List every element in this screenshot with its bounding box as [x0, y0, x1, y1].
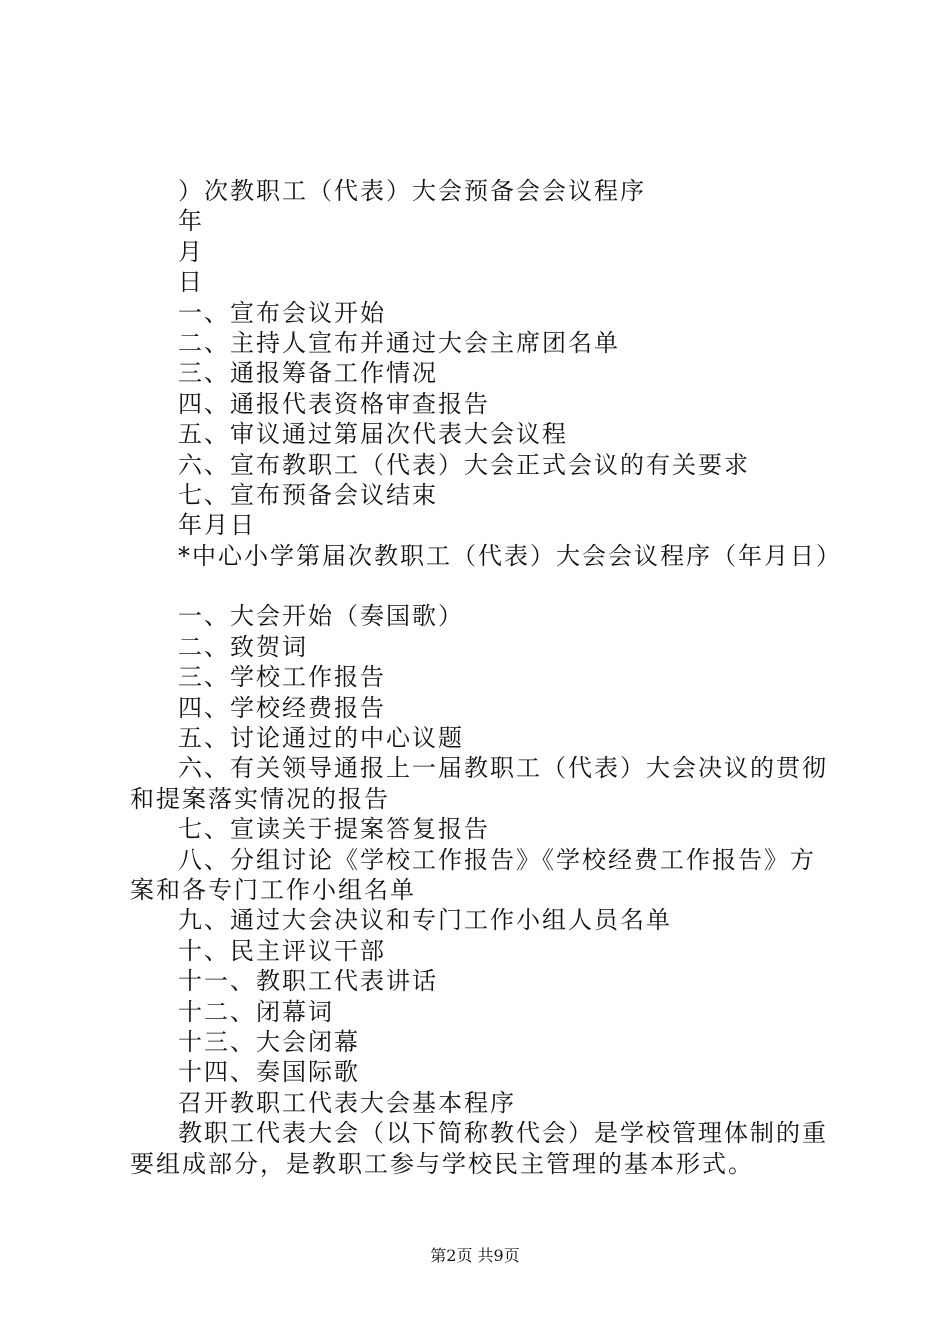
heading-congress-program: *中心小学第届次教职工（代表）大会会议程序（年月日）	[178, 541, 842, 570]
list-item: 六、宣布教职工（代表）大会正式会议的有关要求	[178, 450, 750, 479]
document-body	[130, 176, 842, 1179]
list-item: 八、分组讨论《学校工作报告》《学校经费工作报告》方案和各专门工作小组名单	[130, 845, 816, 904]
list-item: 十二、闭幕词	[178, 997, 334, 1026]
list-item: 十一、教职工代表讲话	[178, 967, 438, 996]
date-line: 年月日	[178, 511, 256, 540]
list-item: 十三、大会闭幕	[178, 1027, 360, 1056]
list-item: 十四、奏国际歌	[178, 1058, 360, 1087]
list-item: 四、通报代表资格审查报告	[178, 389, 490, 418]
section-heading: 召开教职工代表大会基本程序	[178, 1088, 516, 1117]
list-item: 四、学校经费报告	[178, 693, 386, 722]
list-item: 六、有关领导通报上一届教职工（代表）大会决议的贯彻和提案落实情况的报告	[130, 754, 828, 813]
date-month: 月	[178, 237, 204, 266]
list-item: 五、审议通过第届次代表大会议程	[178, 420, 568, 449]
list-item: 一、大会开始（奏国歌）	[178, 602, 464, 631]
list-item: 五、讨论通过的中心议题	[178, 723, 464, 752]
list-item: 三、学校工作报告	[178, 663, 386, 692]
list-item: 二、主持人宣布并通过大会主席团名单	[178, 329, 620, 358]
list-item: 一、宣布会议开始	[178, 298, 386, 327]
body-paragraph: 教职工代表大会（以下简称教代会）是学校管理体制的重要组成部分，是教职工参与学校民主管理的基本形式。	[130, 1119, 828, 1178]
list-item: 三、通报筹备工作情况	[178, 359, 438, 388]
date-year: 年	[178, 207, 204, 236]
heading-preparatory-meeting: ）次教职工（代表）大会预备会会议程序	[178, 177, 646, 205]
list-item: 七、宣读关于提案答复报告	[178, 815, 490, 844]
date-day: 日	[178, 268, 204, 297]
list-item: 二、致贺词	[178, 632, 308, 661]
list-item: 七、宣布预备会议结束	[178, 481, 438, 510]
blank-line	[130, 571, 830, 601]
page-footer: 第2页 共9页	[430, 1246, 520, 1265]
list-item: 九、通过大会决议和专门工作小组人员名单	[178, 906, 672, 935]
list-item: 十、民主评议干部	[178, 936, 386, 965]
